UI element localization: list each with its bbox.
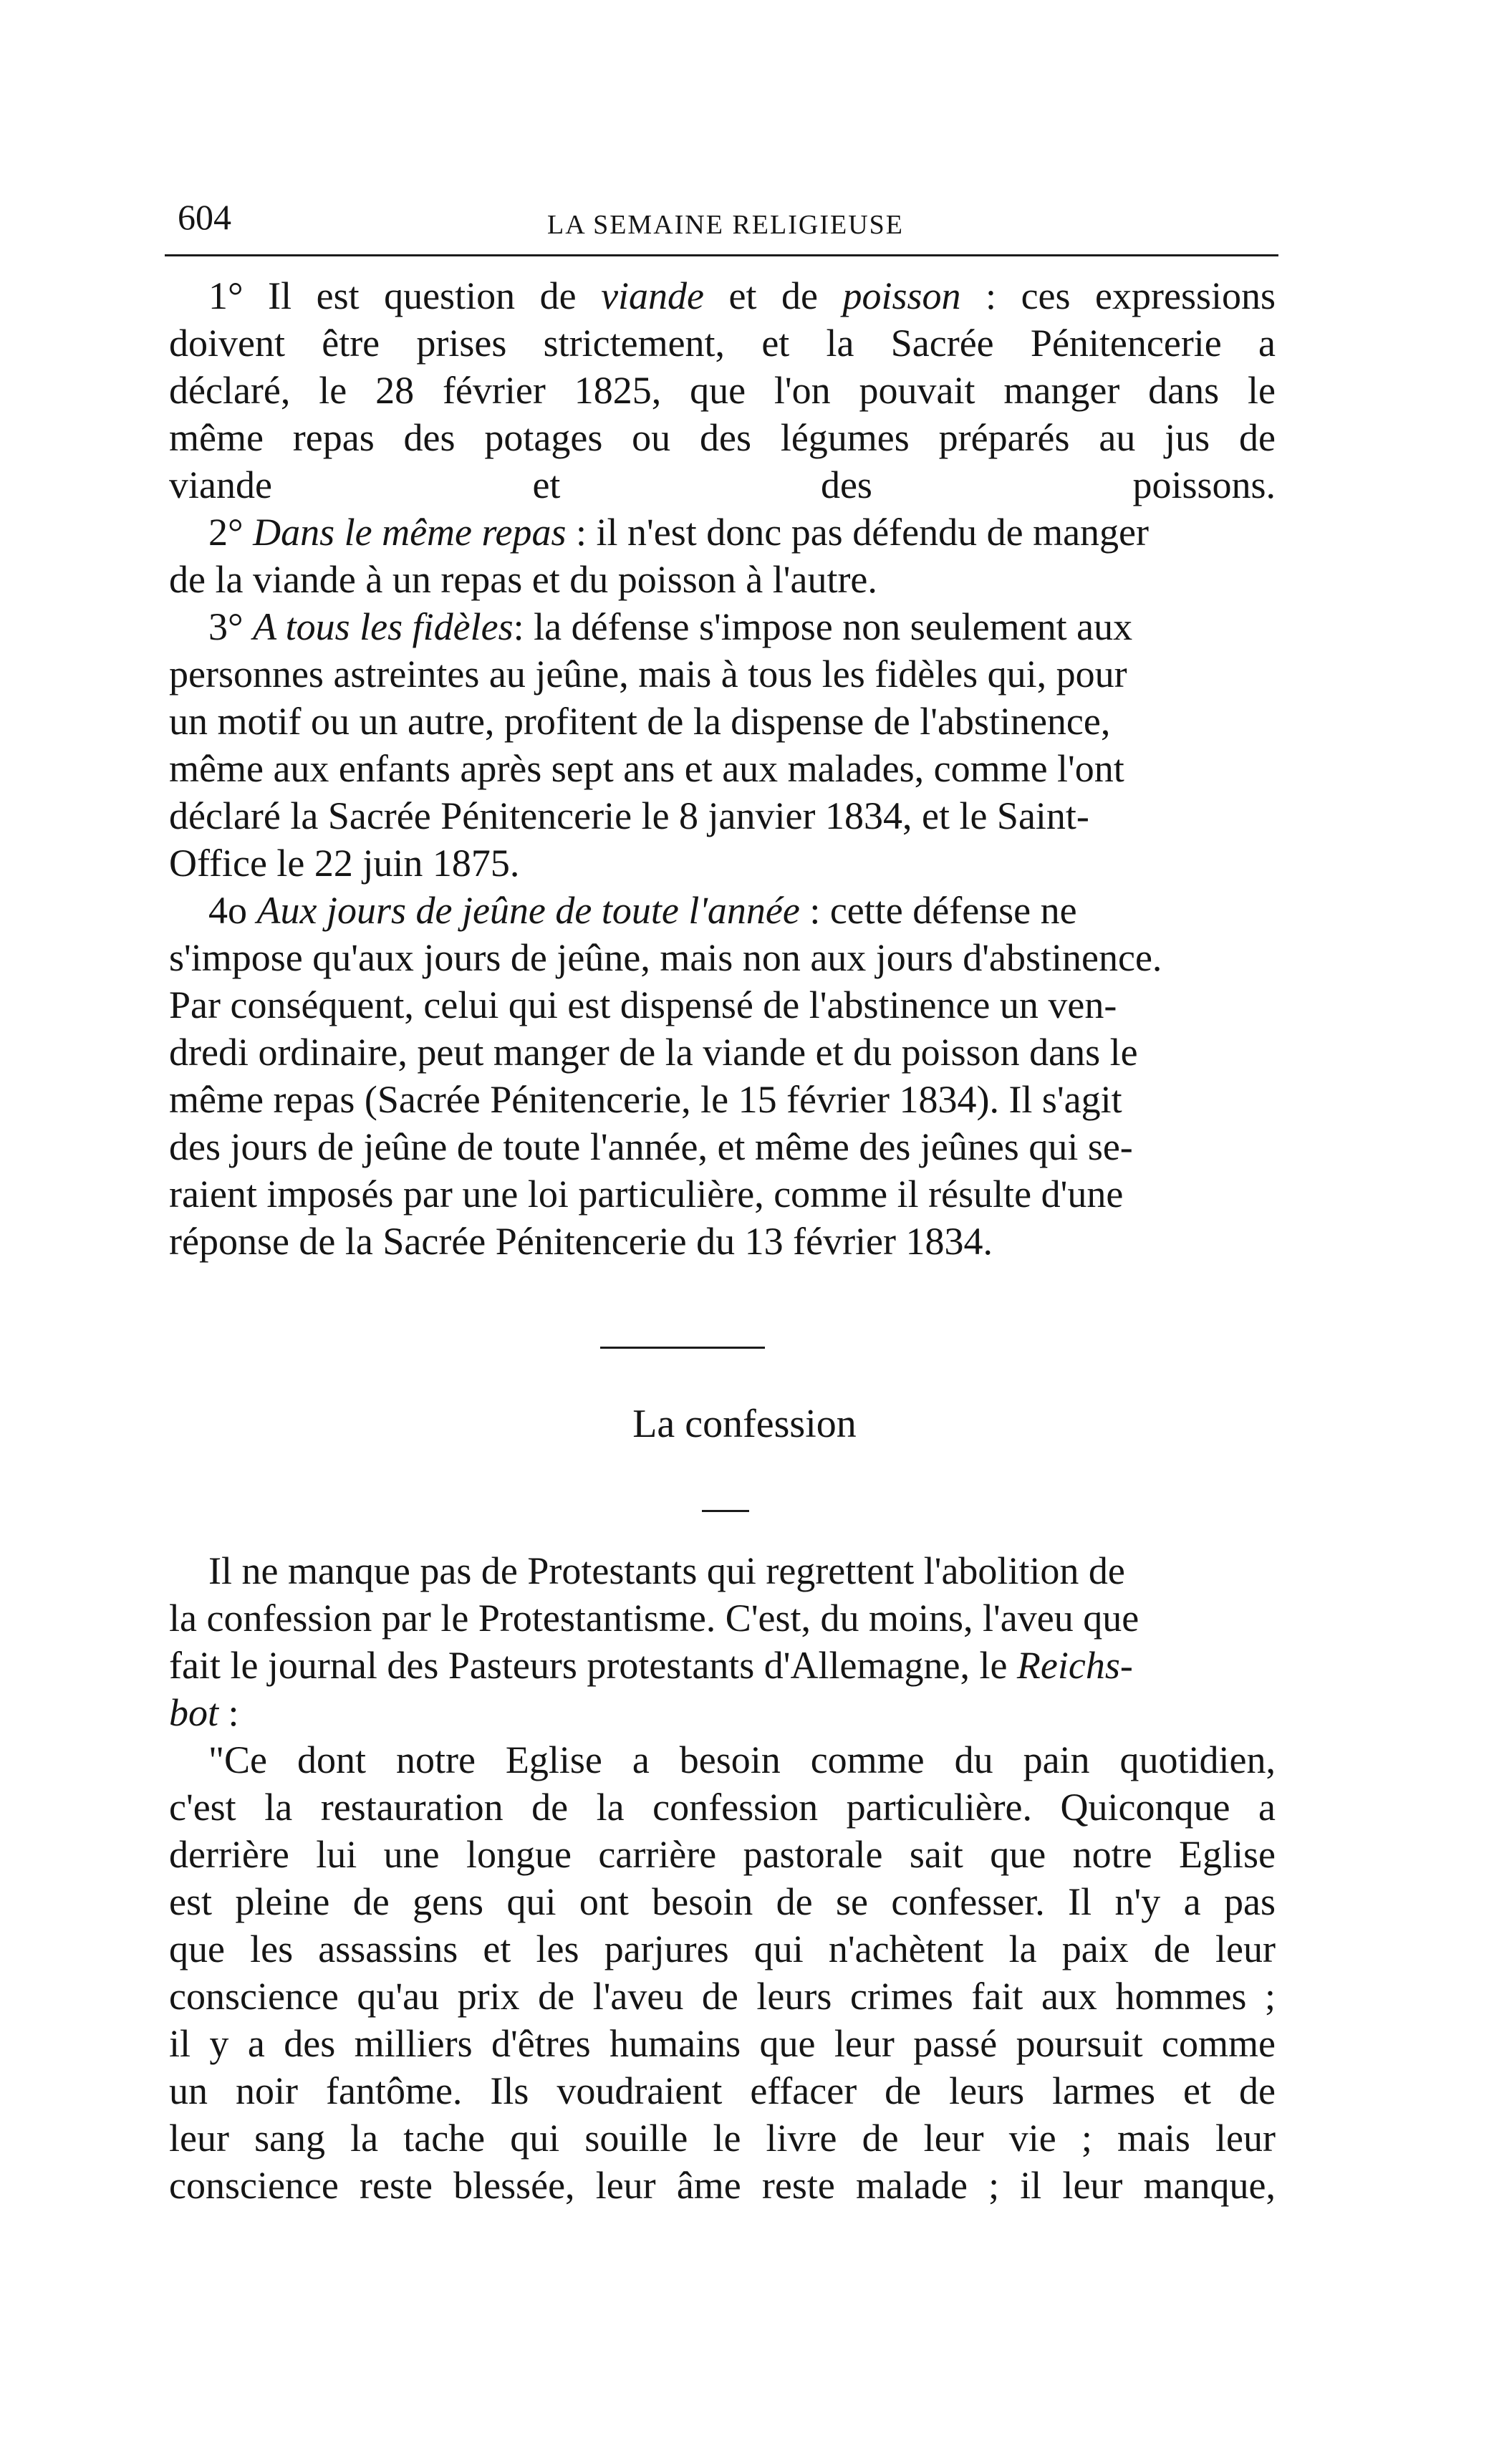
text-line: est pleine de gens qui ont besoin de se confesser. Il n'y a pas (169, 1880, 1276, 1923)
text-line: doivent être prises strictement, et la Sacrée Pénitencerie a (169, 322, 1276, 365)
paragraph-tous-fideles (169, 603, 1276, 887)
text-line: conscience reste blessée, leur âme reste malade ; il leur manque, (169, 2164, 1276, 2207)
text-line: déclaré la Sacrée Pénitencerie le 8 janvier 1834, et le Saint- (169, 794, 1089, 837)
text-line: Il ne manque pas de Protestants qui regrettent l'abolition de (208, 1549, 1125, 1592)
text-line: dredi ordinaire, peut manger de la viande et du poisson dans le (169, 1031, 1138, 1074)
section-title: La confession (632, 1402, 857, 1446)
text-line: c'est la restauration de la confession particulière. Quiconque a (169, 1786, 1276, 1829)
paragraph-jours-jeune (169, 887, 1276, 1265)
text-line: Office le 22 juin 1875. (169, 842, 520, 885)
text-line: 4o Aux jours de jeûne de toute l'année : cette défense ne (208, 889, 1077, 932)
text-line: personnes astreintes au jeûne, mais à tous les fidèles qui, pour (169, 653, 1127, 696)
text-line: s'impose qu'aux jours de jeûne, mais non aux jours d'abstinence. (169, 936, 1162, 979)
text-line: leur sang la tache qui souille le livre de leur vie ; mais leur (169, 2117, 1276, 2160)
running-title: LA SEMAINE RELIGIEUSE (547, 210, 904, 240)
text-line: 3° A tous les fidèles: la défense s'impose non seulement aux (208, 605, 1133, 648)
text-line: des jours de jeûne de toute l'année, et même des jeûnes qui se- (169, 1125, 1133, 1168)
text-line: bot : (169, 1691, 239, 1734)
text-line: un noir fantôme. Ils voudraient effacer de leurs larmes et de (169, 2069, 1276, 2112)
section-confession (169, 1547, 1276, 2209)
text-line: derrière lui une longue carrière pastorale sait que notre Eglise (169, 1833, 1276, 1876)
text-line: même repas des potages ou des légumes préparés au jus de (169, 416, 1276, 459)
header-rule (165, 254, 1278, 256)
text-line: raient imposés par une loi particulière, comme il résulte d'une (169, 1173, 1124, 1216)
text-line: un motif ou un autre, profitent de la dispense de l'abstinence, (169, 700, 1111, 743)
text-line: conscience qu'au prix de l'aveu de leurs crimes fait aux hommes ; (169, 1975, 1276, 2018)
paragraph-quotation (169, 1736, 1276, 2209)
section-abstinence (169, 272, 1276, 1265)
text-line: réponse de la Sacrée Pénitencerie du 13 février 1834. (169, 1220, 993, 1263)
text-line: 2° Dans le même repas : il n'est donc pas défendu de manger (208, 511, 1149, 554)
text-line: de la viande à un repas et du poisson à l'autre. (169, 558, 877, 601)
paragraph-viande-poisson (169, 272, 1276, 509)
text-line: "Ce dont notre Eglise a besoin comme du pain quotidien, (208, 1738, 1276, 1781)
title-dash (702, 1510, 749, 1512)
text-line: viande et des poissons. (169, 463, 1276, 506)
text-line: Par conséquent, celui qui est dispensé de l'abstinence un ven- (169, 983, 1117, 1026)
text-line: la confession par le Protestantisme. C'est, du moins, l'aveu que (169, 1597, 1139, 1640)
text-line: fait le journal des Pasteurs protestants d'Allemagne, le Reichs- (169, 1644, 1133, 1687)
text-line: que les assassins et les parjures qui n'achètent la paix de leur (169, 1928, 1276, 1970)
text-line: il y a des milliers d'êtres humains que leur passé poursuit comme (169, 2022, 1276, 2065)
text-line: 1° Il est question de viande et de poisson : ces expressions (208, 274, 1276, 317)
text-line: même repas (Sacrée Pénitencerie, le 15 février 1834). Il s'agit (169, 1078, 1122, 1121)
text-line: déclaré, le 28 février 1825, que l'on pouvait manger dans le (169, 369, 1276, 412)
paragraph-meme-repas (169, 509, 1276, 603)
section-divider (600, 1347, 765, 1349)
text-line: même aux enfants après sept ans et aux malades, comme l'ont (169, 747, 1124, 790)
page-number: 604 (178, 197, 231, 237)
paragraph-protestants (169, 1547, 1276, 1736)
page-header (178, 199, 1273, 256)
